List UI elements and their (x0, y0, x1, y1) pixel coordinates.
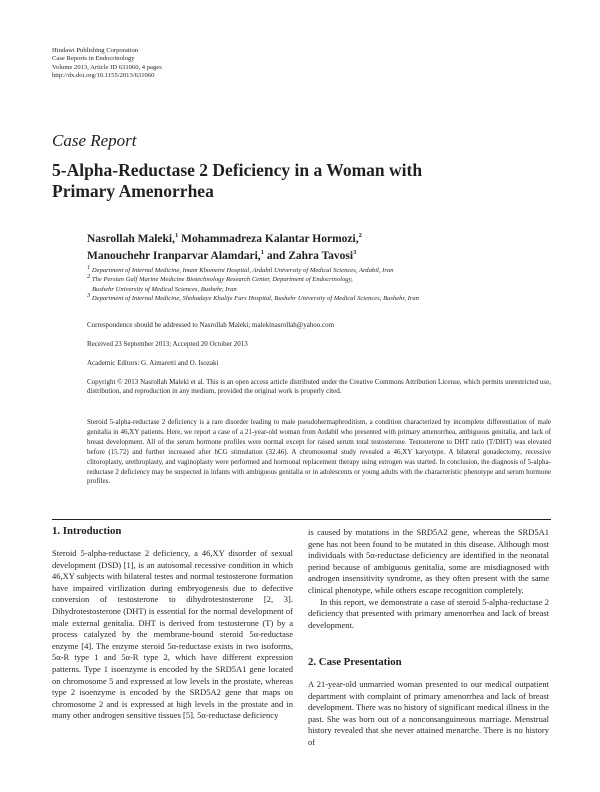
case-presentation-heading: 2. Case Presentation (308, 656, 402, 668)
author-line-2 (87, 248, 362, 265)
affiliation-3 (87, 294, 557, 303)
affiliation-text: Department of Internal Medicine, Shohadaye Khalije Fars Hospital, Bushehr University of Medical Sciences, Bushehr, Iran (90, 295, 419, 303)
article-type: Case Report (52, 131, 137, 150)
journal-name: Case Reports in Endocrinology (52, 55, 135, 63)
academic-editors: Academic Editors: G. Aimaretti and O. Isozaki (87, 359, 219, 367)
title-line-2: Primary Amenorrhea (52, 180, 214, 201)
affiliation-number: 3 (87, 292, 91, 300)
intro-paragraph-continued: is caused by mutations in the SRD5A2 gene, whereas the SRD5A1 gene has not been found to be mutated in this disease. Although most individuals with 5α-reductase deficiency are identified in the neonatal period because of ambiguous genitalia, some are misdiagnosed with androgen insensitivity syndrome, as they often present with the same clinical phenotype, while others escape recognition completely. (308, 527, 549, 595)
right-column (308, 527, 549, 631)
case-paragraph: A 21-year-old unmarried woman presented to our medical outpatient department with complaint of primary amenorrhea and lack of breast development. There was no history of significant medical illness in the past. She was born out of a nonconsanguineous marriage. Menstrual history revealed that she never attained menarche. There is no history of (308, 679, 549, 747)
introduction-heading: 1. Introduction (52, 525, 122, 537)
affiliation-number: 2 (87, 273, 91, 281)
author-line-1 (87, 231, 362, 248)
volume-info: Volume 2013, Article ID 631060, 4 pages (52, 63, 162, 71)
author-affiliation-mark: 1 (174, 232, 179, 240)
publisher: Hindawi Publishing Corporation (52, 47, 139, 54)
author-affiliation-mark: 2 (358, 232, 362, 240)
article-title (52, 160, 552, 201)
intro-paragraph-2: In this report, we demonstrate a case of steroid 5-alpha-reductase 2 deficiency that presented with primary amenorrhea and lack of breast development. (308, 596, 549, 630)
publication-info (52, 47, 162, 81)
author-affiliation-mark: 1 (260, 249, 264, 257)
affiliation-text: The Persian Gulf Marine Medicine Biotechnology Research Center, Department of Endocrinology, (90, 276, 353, 284)
affiliation-1 (87, 263, 557, 275)
divider (52, 519, 551, 520)
correspondence: Correspondence should be addressed to Nasrollah Maleki; malekinasrollah@yahoo.com (87, 321, 335, 329)
affiliation-text: Department of Internal Medicine, Imam Khomeini Hospital, Ardabil University of Medical Sciences, Ardabil, Iran (90, 267, 394, 274)
author-list (87, 231, 362, 265)
affiliation-2-cont: Bushehr University of Medical Sciences, Bushehr, Iran (92, 285, 237, 293)
affiliations (87, 263, 557, 304)
author-name: and Zahra Tavosi (263, 250, 354, 262)
affiliation-2 (87, 275, 557, 284)
author-name: Mohammadreza Kalantar Hormozi, (178, 233, 359, 245)
author-affiliation-mark: 3 (353, 249, 357, 257)
intro-paragraph: Steroid 5-alpha-reductase 2 deficiency, a 46,XY disorder of sexual development (DSD) [1], is an autosomal recessive condition in which 46,XY subjects with bilateral testes and normal testosterone formation have impaired virilization during embryogenesis due to defective conversion of testosterone to dihydrotestosterone [2, 3]. Dihydrotestosterone (DHT) is essential for the normal development of male external genitalia. DHT is derived from testosterone (T) by a process catalyzed by the membrane-bound steroid 5α-reductase enzyme [4]. The enzyme steroid 5α-reductase exists in two isoforms, 5α-R type 1 and 5α-R type 2, which have different expression patterns. Type 1 isoenzyme is encoded by the SRD5A1 gene located on chromosome 5 and expressed at low levels in the prostate, whereas type 2 isoenzyme is encoded by the SRD5A2 gene that maps on chromosome 2 and is expressed at high levels in the prostate and in many other androgen sensitive tissues [5]. 5α-reductase deficiency (52, 548, 293, 721)
author-name: Manouchehr Iranparvar Alamdari, (87, 250, 261, 262)
copyright-notice: Copyright © 2013 Nasrollah Maleki et al. This is an open access article distributed under the Creative Commons Attribution License, which permits unrestricted use, distribution, and reproduction in any medium, provided the original work is properly cited. (87, 378, 551, 396)
affiliation-number: 1 (87, 263, 91, 271)
received-dates: Received 23 September 2013; Accepted 20 October 2013 (87, 340, 248, 348)
author-name: Nasrollah Maleki, (87, 233, 175, 245)
doi-link[interactable]: http://dx.doi.org/10.1155/2013/631060 (52, 72, 155, 80)
title-line-1: 5-Alpha-Reductase 2 Deficiency in a Woman with (52, 160, 423, 180)
case-column (308, 679, 549, 749)
abstract: Steroid 5-alpha-reductase 2 deficiency is a rare disorder leading to male pseudohermaphroditism, a condition characterized by incomplete differentiation of male genitalia in 46,XY patients. Here, we report a case of a 21-year-old woman from Ardabil who presented with primary amenorrhea, ambiguous genitalia, and lack of breast development. All of the serum hormone profiles were normal except for raised serum total testosterone. Testosterone to DHT ratio (T/DHT) was elevated before (15.72) and further increased after hCG stimulation (32.46). A chromosomal study revealed a 46,XY karyotype. A bilateral gonadectomy, recessive clitoroplasty, urethroplasty, and vaginoplasty were performed and hormonal replacement therapy using estrogen was started. In conclusion, the diagnosis of 5-alpha-reductase 2 deficiency may be suspected in infants with ambiguous genitalia or in adolescents or young adults with the characteristic phenotype and serum hormone profiles. (87, 418, 551, 486)
left-column (52, 548, 293, 722)
